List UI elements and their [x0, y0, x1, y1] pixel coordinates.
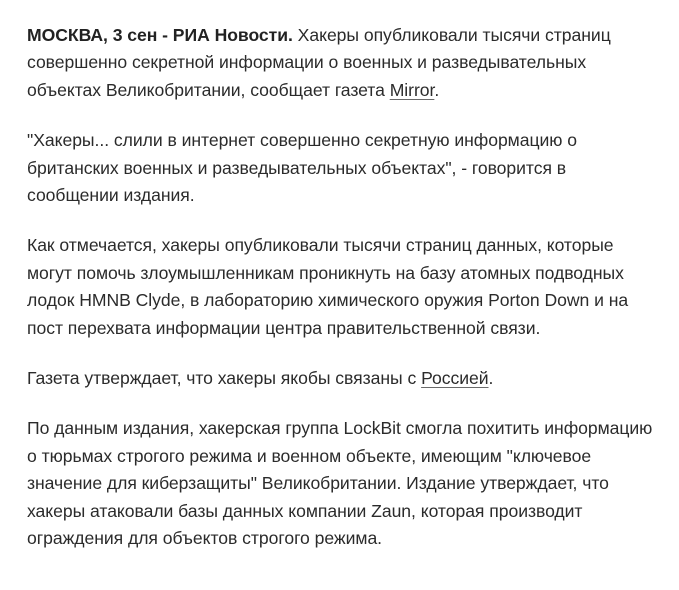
paragraph-2: "Хакеры... слили в интернет совершенно секретную информацию о британских военных и разведывательных объектах", - говорится в сообщении издания.: [27, 130, 577, 206]
paragraph-3: Как отмечается, хакеры опубликовали тысячи страниц данных, которые могут помочь злоумышленникам проникнуть на базу атомных подводных лодок HMNB Clyde, в лабораторию химического оружия Porton Down и на пост перехвата информации центра правительственной связи.: [27, 235, 629, 338]
paragraph-1-text: Хакеры опубликовали тысячи страниц совершенно секретной информации о военных и разведывательных объектах Великобритании, сообщает газета: [27, 25, 611, 100]
paragraph-4-text: Газета утверждает, что хакеры якобы связаны с: [27, 368, 422, 389]
russia-link[interactable]: Россией: [421, 368, 489, 389]
paragraph-4: [27, 365, 659, 392]
paragraph-1: [27, 22, 659, 104]
paragraph-1-end: .: [434, 79, 440, 100]
mirror-link[interactable]: Mirror: [389, 79, 435, 100]
dateline: МОСКВА, 3 сен - РИА Новости.: [27, 25, 293, 45]
paragraph-4-end: .: [488, 368, 494, 389]
paragraph-5: По данным издания, хакерская группа LockBit смогла похитить информацию о тюрьмах строгого режима и военном объекте, имеющим "ключевое значение для киберзащиты" Великобритании. Издание утверждает, что хакеры атаковали базы данных компании Zaun, которая производит ограждения для объектов строгого режима.: [27, 418, 653, 549]
